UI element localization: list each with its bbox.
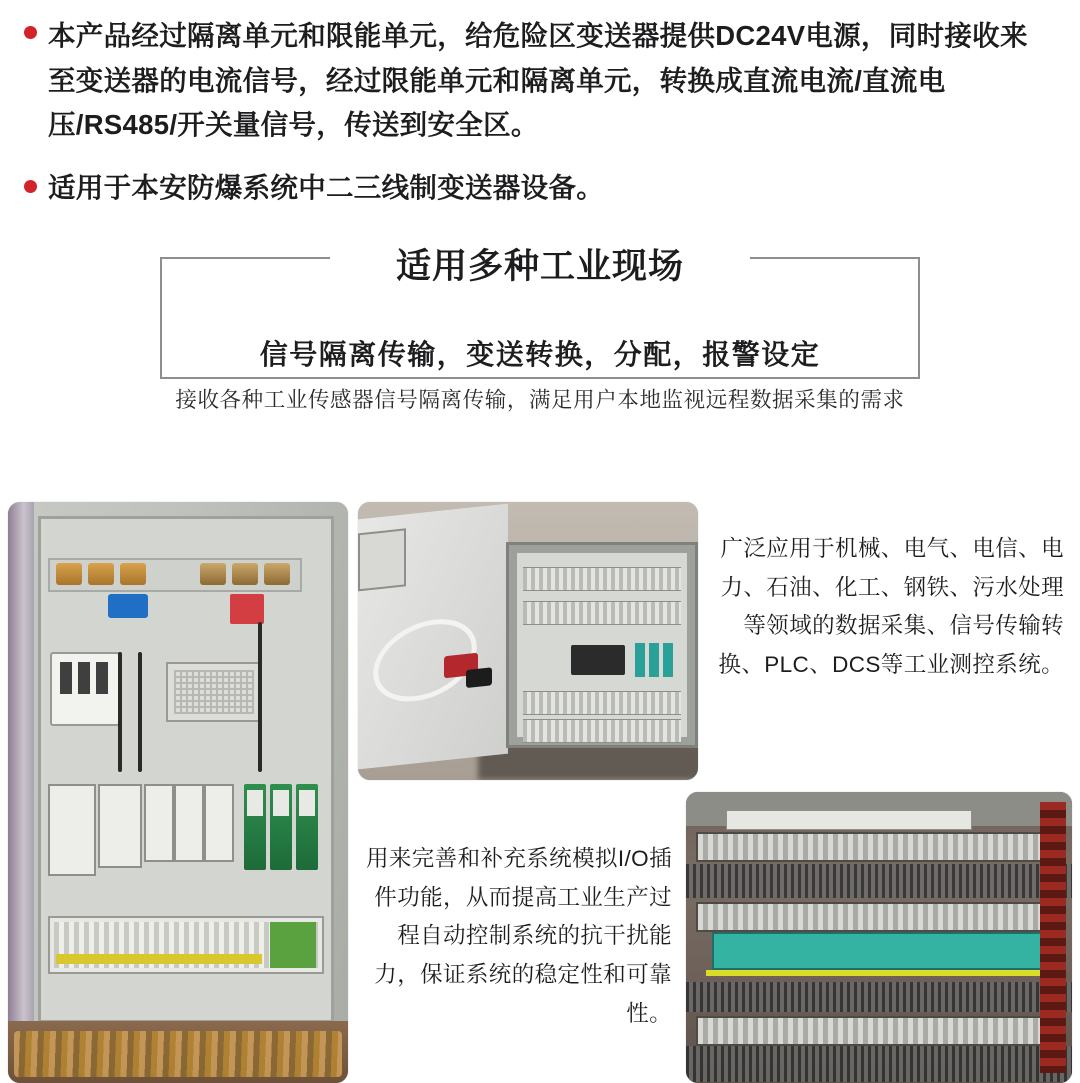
bullet-text-1: 本产品经过隔离单元和限能单元，给危险区变送器提供DC24V电源，同时接收来至变送器的电流信号，经过限能单元和隔离单元，转换成直流电流/直流电压/RS485/开关量信号，传送到安全区。 [48, 20, 1028, 141]
busbar [48, 558, 302, 592]
photo-terminals [686, 792, 1072, 1083]
list-item [48, 14, 1050, 148]
neutral-label [108, 594, 148, 618]
enclosure-lid [358, 504, 508, 771]
intro-bullets [0, 0, 1080, 205]
terminal-block [48, 916, 324, 974]
section-note: 接收各种工业传感器信号隔离传输，满足用户本地监视远程数据采集的需求 [175, 388, 905, 413]
red-wire-bundle [1040, 802, 1066, 1073]
terminal-rail-bottom [696, 1016, 1062, 1046]
power-supply-unit [166, 662, 262, 722]
section-heading-block [0, 247, 1080, 413]
black-connector [466, 667, 492, 688]
enclosure-body [506, 542, 698, 748]
cabinet-floor [8, 1021, 348, 1083]
section-subtitle [0, 333, 1080, 373]
terminal-rail-top [696, 832, 1062, 862]
terminal-rail-middle [696, 902, 1062, 932]
bullet-dot-icon [24, 26, 37, 39]
section-title-text: 适用多种工业现场 [378, 247, 702, 286]
caption-applications: 广泛应用于机械、电气、电信、电力、石油、化工、钢铁、污水处理等领域的数据采集、信号传输转换、PLC、DCS等工业测控系统。 [718, 536, 1064, 678]
cabinet-door-edge [8, 502, 34, 1083]
photo-cabinet [8, 502, 348, 1083]
section-title [0, 239, 1080, 289]
bullet-text-2: 适用于本安防爆系统中二三线制变送器设备。 [48, 171, 604, 203]
green-terminal-block [712, 932, 1046, 970]
circuit-breaker [50, 652, 120, 726]
list-item [48, 170, 1050, 206]
yellow-marker-strip [706, 970, 1052, 976]
bullet-dot-icon [24, 180, 37, 193]
mounted-device [358, 528, 406, 591]
caption-io-modules: 用来完善和补充系统模拟I/O插件功能，从而提高工业生产过程自动控制系统的抗干扰能力，保证系统的稳定性和可靠性。 [365, 846, 672, 1026]
relay-row [48, 784, 324, 876]
warning-label [230, 594, 264, 624]
section-subtitle-text: 信号隔离传输，变送转换，分配，报警设定 [246, 339, 835, 370]
photo-panelbox [358, 502, 698, 780]
